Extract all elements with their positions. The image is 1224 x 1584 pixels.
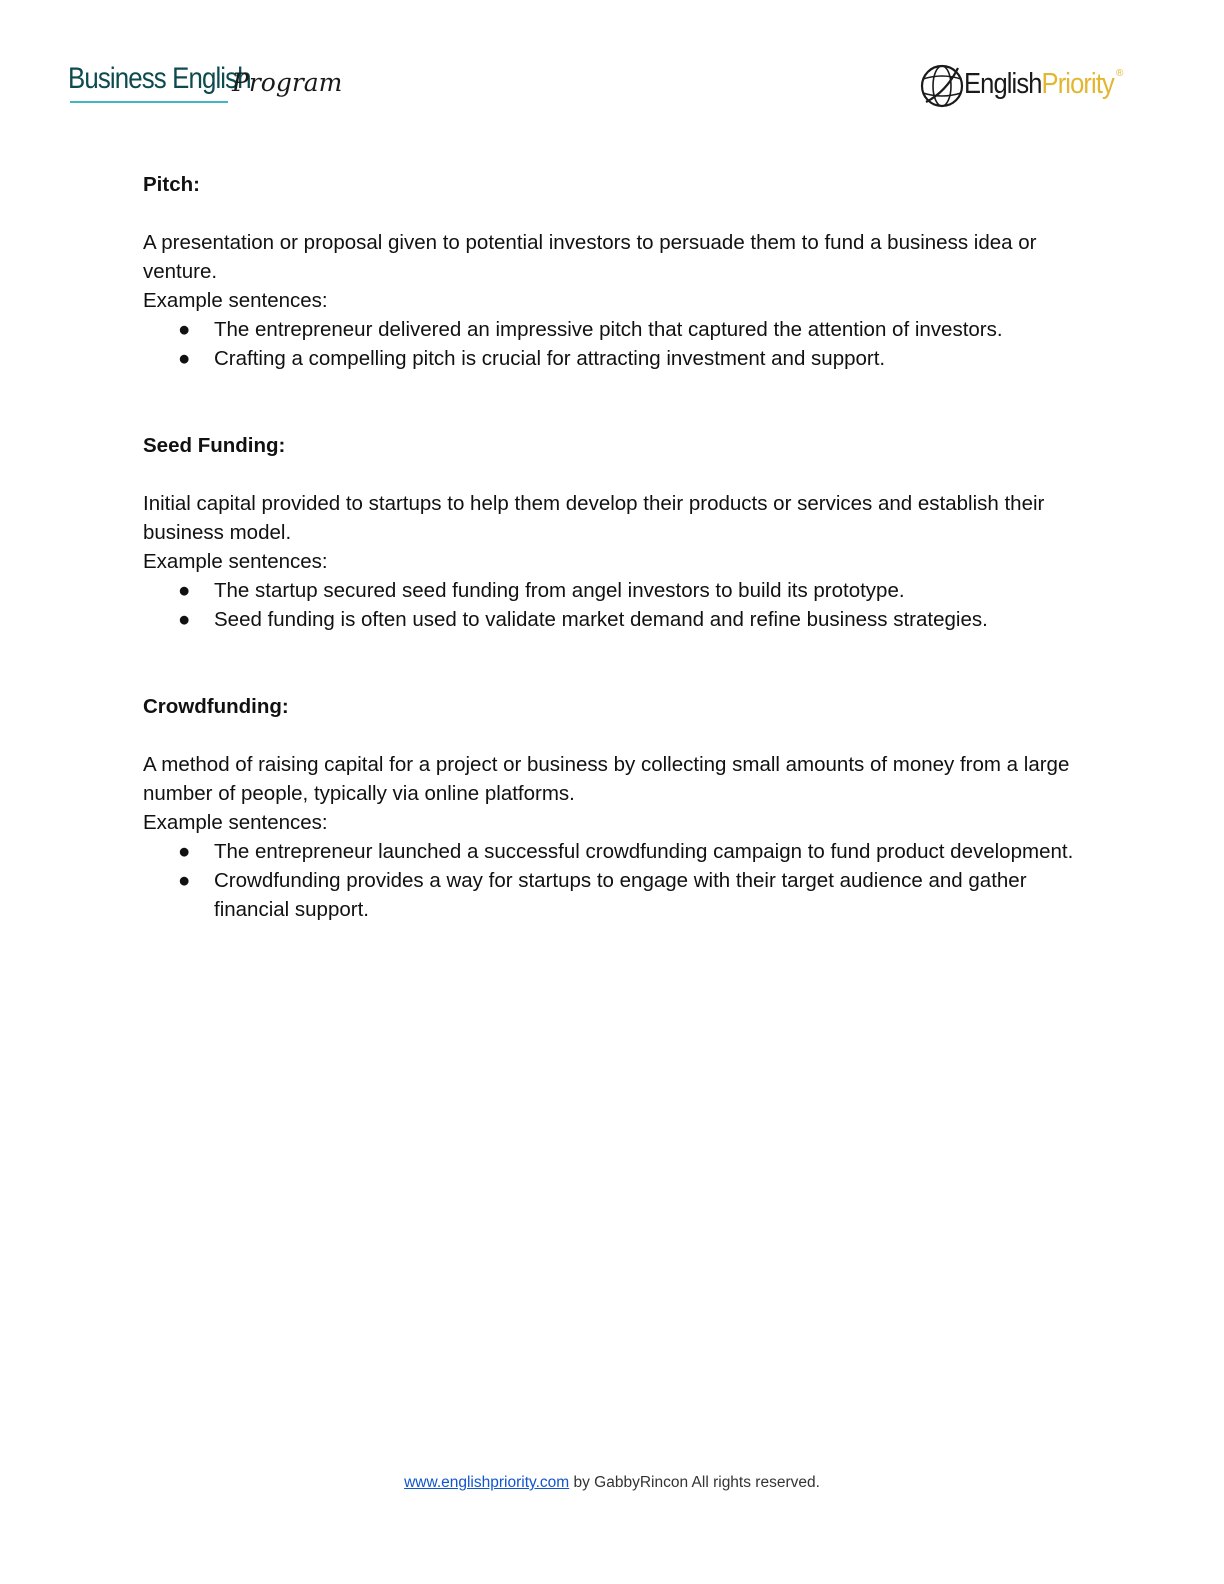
list-item bbox=[178, 866, 1083, 924]
section-seed-funding bbox=[143, 431, 1083, 634]
bullet: ● bbox=[178, 869, 191, 892]
section-definition: Initial capital provided to startups to help them develop their products or services and establish their business model. bbox=[143, 492, 1045, 544]
spacer bbox=[143, 373, 1083, 431]
section-definition: A method of raising capital for a project or business by collecting small amounts of money from a large number of people, typically via online platforms. bbox=[143, 753, 1070, 805]
example-text: The entrepreneur launched a successful crowdfunding campaign to fund product development. bbox=[214, 840, 1074, 863]
example-text: The entrepreneur delivered an impressive pitch that captured the attention of investors. bbox=[214, 318, 1003, 341]
logo-brand-text bbox=[964, 68, 1114, 101]
list-item bbox=[178, 315, 1083, 344]
list-item bbox=[178, 576, 1083, 605]
globe-icon bbox=[918, 62, 966, 110]
website-link[interactable]: www.englishpriority.com bbox=[404, 1474, 570, 1491]
example-list bbox=[143, 576, 1083, 634]
spacer bbox=[143, 634, 1083, 692]
logo-priority-text: Priority bbox=[1041, 68, 1114, 100]
business-english-program-logo bbox=[68, 62, 343, 112]
bullet: ● bbox=[178, 840, 191, 863]
example-text: The startup secured seed funding from angel investors to build its prototype. bbox=[214, 579, 905, 602]
registered-mark: ® bbox=[1116, 68, 1124, 79]
bullet: ● bbox=[178, 608, 191, 631]
examples-label: Example sentences: bbox=[143, 289, 328, 312]
examples-label: Example sentences: bbox=[143, 811, 328, 834]
section-title: Seed Funding: bbox=[143, 434, 286, 457]
bullet: ● bbox=[178, 579, 191, 602]
section-title: Crowdfunding: bbox=[143, 695, 289, 718]
section-definition: A presentation or proposal given to potential investors to persuade them to fund a business idea or venture. bbox=[143, 231, 1037, 283]
logo-program-text: Program bbox=[232, 68, 343, 97]
logo-business-english-text: Business English bbox=[68, 62, 251, 95]
bullet: ● bbox=[178, 318, 191, 341]
logo-english-text: English bbox=[964, 68, 1042, 100]
list-item bbox=[178, 837, 1083, 866]
examples-label: Example sentences: bbox=[143, 550, 328, 573]
example-text: Crafting a compelling pitch is crucial for attracting investment and support. bbox=[214, 347, 886, 370]
logo-underline bbox=[70, 101, 228, 103]
example-text: Crowdfunding provides a way for startups to engage with their target audience and gather financial support. bbox=[214, 869, 1027, 921]
example-text: Seed funding is often used to validate market demand and refine business strategies. bbox=[214, 608, 988, 631]
page-header bbox=[0, 0, 1224, 130]
section-title: Pitch: bbox=[143, 173, 200, 196]
bullet: ● bbox=[178, 347, 191, 370]
example-list bbox=[143, 315, 1083, 373]
example-list bbox=[143, 837, 1083, 924]
document-body bbox=[143, 170, 1083, 924]
section-pitch bbox=[143, 170, 1083, 373]
list-item bbox=[178, 605, 1083, 634]
section-crowdfunding bbox=[143, 692, 1083, 924]
page-footer bbox=[0, 1474, 1224, 1492]
list-item bbox=[178, 344, 1083, 373]
footer-copyright: by GabbyRincon All rights reserved. bbox=[569, 1474, 820, 1491]
